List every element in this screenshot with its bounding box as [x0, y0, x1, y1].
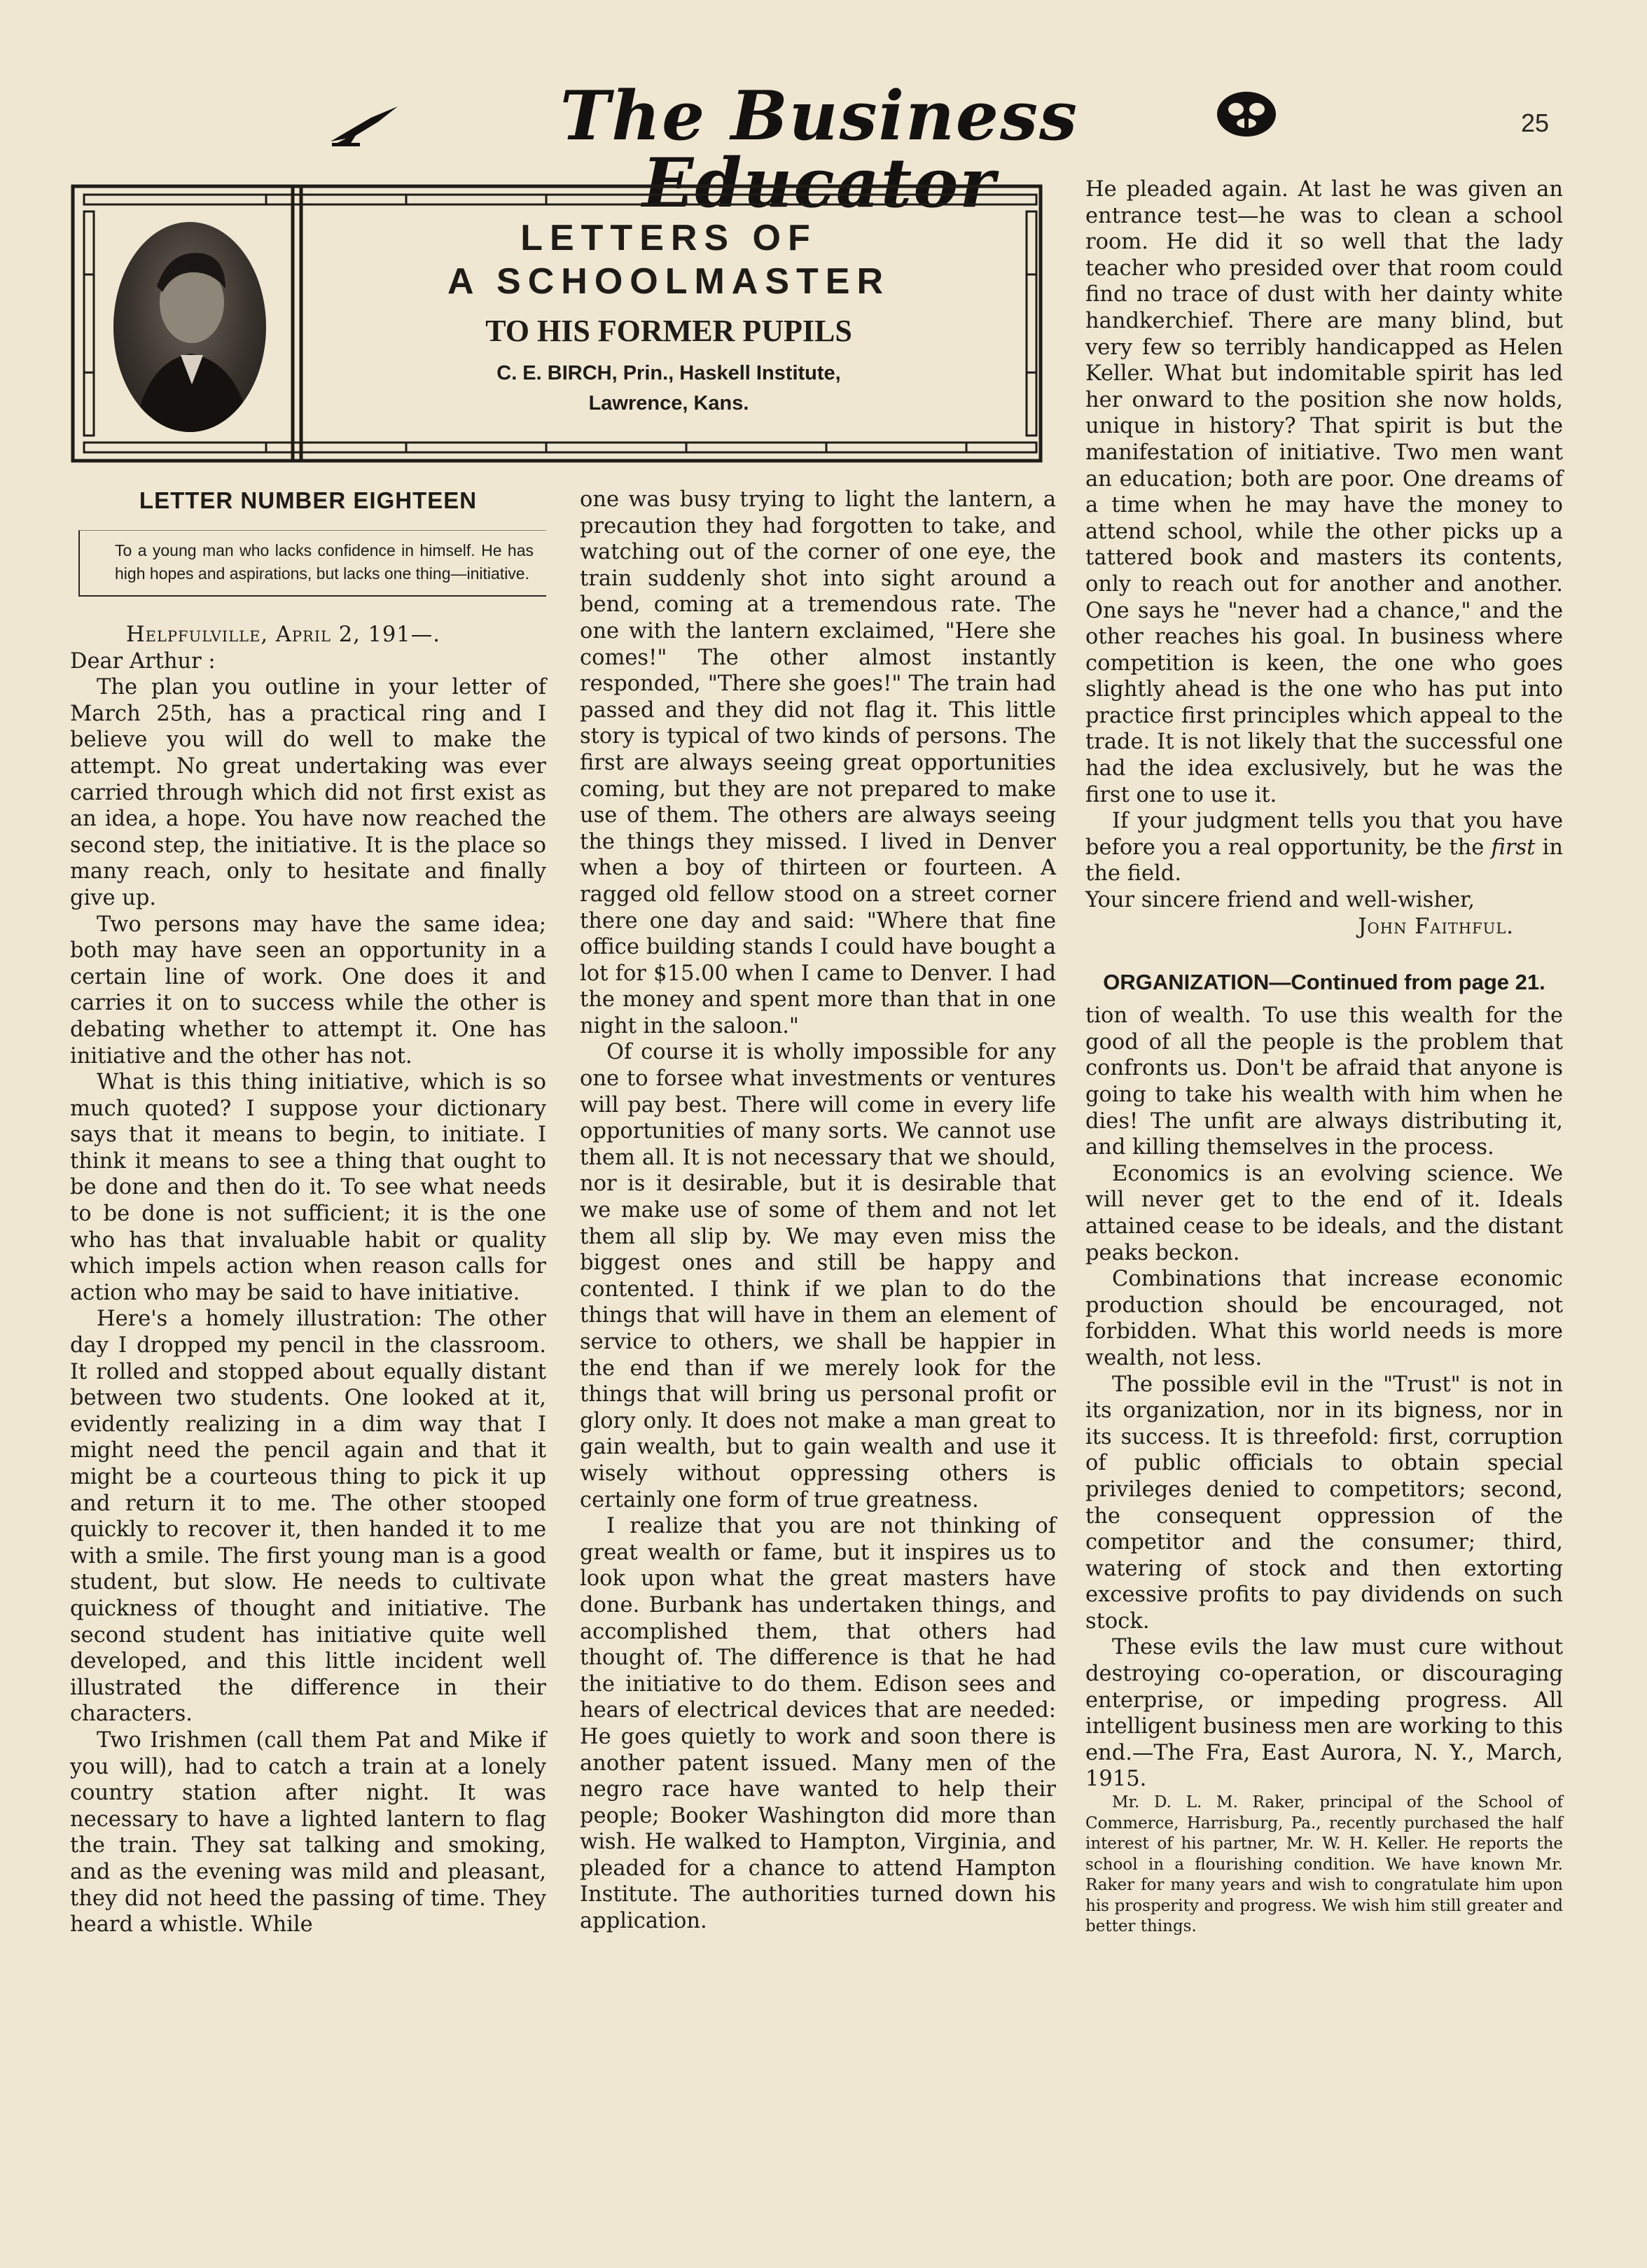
header-location: Lawrence, Kans. — [588, 392, 749, 415]
salutation: Dear Arthur : — [70, 648, 216, 674]
letter-note: To a young man who lacks confidence in himself. He has high hopes and aspirations, but lacks one thing—initiative. — [78, 530, 546, 597]
paragraph: one was busy trying to light the lantern, a precaution they had forgotten to take, and watching out of the corner of one eye, the train suddenly shot into sight around a bend, coming at a tremendous rate. The one with the lantern exclaimed, "Here she comes!" The other almost instantly responded, "There she goes!" The train had passed and they did not flag it. This little story is typical of two kinds of persons. The first are always seeing great opportunities coming, but they are not prepared to make use of them. The others are always seeing the things they missed. I lived in Denver when a boy of thirteen or fourteen. A ragged old fellow stood on a street corner there one day and said: "Where that fine office building stands I could have bought a lot for $15.00 when I came to Denver. I had the money and spent more than that in one night in the saloon." — [580, 487, 1056, 1038]
closing-text-end: in the field. — [1085, 835, 1563, 886]
signature: John Faithful. — [1358, 914, 1514, 939]
valediction: Your sincere friend and well-wisher, — [1085, 888, 1475, 913]
paragraph: These evils the law must cure without destroying co-operation, or discouraging enterprise, or impeding progress. All intelligent business men are working to this end.—The Fra, East Aurora, N. Y., March, 1915. — [1085, 1635, 1563, 1792]
closing-emphasis: first — [1491, 835, 1536, 860]
paragraph: The possible evil in the "Trust" is not in its organization, nor in its bigness, nor in its success. It is threefold: first, corruption of public officials to obtain special privileges denied to competitors; second, the consequent oppression of the competitor and the consumer; third, watering of stock and then extorting excessive profits to pay dividends on such stock. — [1085, 1372, 1563, 1634]
paragraph: He pleaded again. At last he was given an entrance test—he was to clean a school room. He did it so well that the lady teacher who presided over that room could find no trace of dust with her dainty white handkerchief. There are many blind, but very few so terribly handicapped as Helen Keller. What but indomitable spirit has led her onward to the position she now holds, unique in history? That spirit is but the manifestation of initiative. Two men want an education; both are poor. One dreams of a time when he may have the money to attend school, while the other picks up a tattered book and masters its contents, only to reach out for another and another. One says he "never had a chance," and the other reaches his goal. In business where competition is keen, the one who goes slightly ahead is the one who has put into practice first principles which appeal to the trade. It is not likely that the successful one had the idea exclusively, but he was the first one to use it. — [1085, 177, 1563, 807]
raker-notice: Mr. D. L. M. Raker, principal of the School of Commerce, Harrisburg, Pa., recently purchased the half interest of his partner, Mr. W. H. Keller. He reports the school in a flourishing condition. We have known Mr. Raker for many years and wish to congratulate him upon his prosperity and progress. We wish him still greater and better things. — [1085, 1793, 1563, 1936]
paragraph: Two persons may have the same idea; both may have seen an opportunity in a certain line of work. One does it and carries it on to success while the other is debating whether to attempt it. One has initiative and the other has not. — [70, 912, 546, 1069]
paragraph: Of course it is wholly impossible for any one to forsee what investments or ventures will pay best. There will come in every life opportunities of many sorts. We cannot use them all. It is not necessary that we should, nor is it desirable, but it is desirable that we make use of some of them and not let them all slip by. We may even miss the biggest ones and still be happy and contented. I think if we plan to do the things that will have in them an element of service to others, we shall be happier in the end than if we merely look for the things that will bring us personal profit or glory only. It does not make a man great to gain wealth, but to gain wealth and use it wisely without oppressing others is certainly one form of true greatness. — [580, 1040, 1056, 1512]
paragraph: tion of wealth. To use this wealth for the good of all the people is the problem that confronts us. Don't be afraid that anyone is going to take his wealth with him when he dies! The unfit are always distributing it, and killing themselves in the process. — [1085, 1003, 1563, 1160]
paragraph: Two Irishmen (call them Pat and Mike if you will), had to catch a train at a lonely country station after night. It was necessary to have a lighted lantern to flag the train. They sat talking and smoking, and as the evening was mild and pleasant, they did not heed the passing of time. They heard a whistle. While — [70, 1727, 546, 1937]
closing-paragraph — [1085, 808, 1563, 887]
paragraph: Combinations that increase economic production should be encouraged, not forbidden. What this world needs is more wealth, not less. — [1085, 1267, 1563, 1370]
organization-heading: ORGANIZATION—Continued from page 21. — [1103, 970, 1545, 995]
letter-heading: LETTER NUMBER EIGHTEEN — [139, 487, 478, 513]
dateline: Helpfulville, April 2, 191—. — [126, 622, 440, 647]
quill-icon — [329, 105, 399, 147]
header-subtitle: TO HIS FORMER PUPILS — [485, 314, 852, 348]
paragraph: Here's a homely illustration: The other day I dropped my pencil in the classroom. It rolled and stopped about equally distant between two students. One looked at it, evidently realizing in a dim way that I might need the pencil again and that it might be a courteous thing to pick it up and return it to me. The other stooped quickly to recover it, then handed it to me with a smile. The first young man is a good student, but slow. He needs to cultivate quickness of thought and initiative. The second student has initiative quite well developed, and this little incident well illustrated the difference in their characters. — [70, 1307, 546, 1727]
author-portrait — [113, 222, 266, 432]
column-2 — [580, 487, 1056, 1935]
paragraph: The plan you outline in your letter of March 25th, has a practical ring and I believe you will do well to make the attempt. No great undertaking was ever carried through which did not first exist as an idea, a hope. You have now reached the second step, the initiative. It is the place so many reach, only to hesitate and finally give up. — [70, 675, 546, 910]
portrait-cell — [70, 183, 294, 464]
page-number: 25 — [1521, 109, 1550, 137]
paragraph: What is this thing initiative, which is so much quoted? I suppose your dictionary says that it means to begin, to initiate. I think it means to see a thing that ought to be done and then do it. To see what needs to be done is not sufficient; it is the one who has that invaluable habit or quality which impels action when reason calls for action who may be said to have initiative. — [70, 1070, 546, 1305]
column-1 — [70, 487, 546, 1938]
header-box — [70, 183, 1043, 464]
header-title-line1: LETTERS OF — [520, 218, 817, 258]
masthead — [0, 0, 1647, 223]
emblem-icon — [1215, 90, 1278, 139]
paragraph: I realize that you are not thinking of great wealth or fame, but it inspires us to look upon what the great masters have done. Burbank has undertaken things, and accomplished them, that others had thought of. The difference is that he had the initiative to do them. Edison sees and hears of electrical devices that are needed: He goes quietly to work and soon there is another patent issued. Many men of the negro race have wanted to help their people; Booker Washington did more than wish. He walked to Hampton, Virginia, and pleaded for a chance to attend Hampton Institute. The authorities turned down his application. — [580, 1514, 1056, 1934]
closing-text: If your judgment tells you that you have before you a real opportunity, be the — [1085, 809, 1563, 860]
header-author: C. E. BIRCH, Prin., Haskell Institute, — [496, 362, 841, 384]
paragraph: Economics is an evolving science. We will never get to the end of it. Ideals attained cease to be ideals, and the distant peaks beckon. — [1085, 1161, 1563, 1265]
masthead-title: The Business Educator — [560, 76, 1079, 223]
title-cell — [294, 183, 1043, 464]
column-3 — [1085, 176, 1563, 1937]
header-title-line2: A SCHOOLMASTER — [447, 261, 891, 302]
